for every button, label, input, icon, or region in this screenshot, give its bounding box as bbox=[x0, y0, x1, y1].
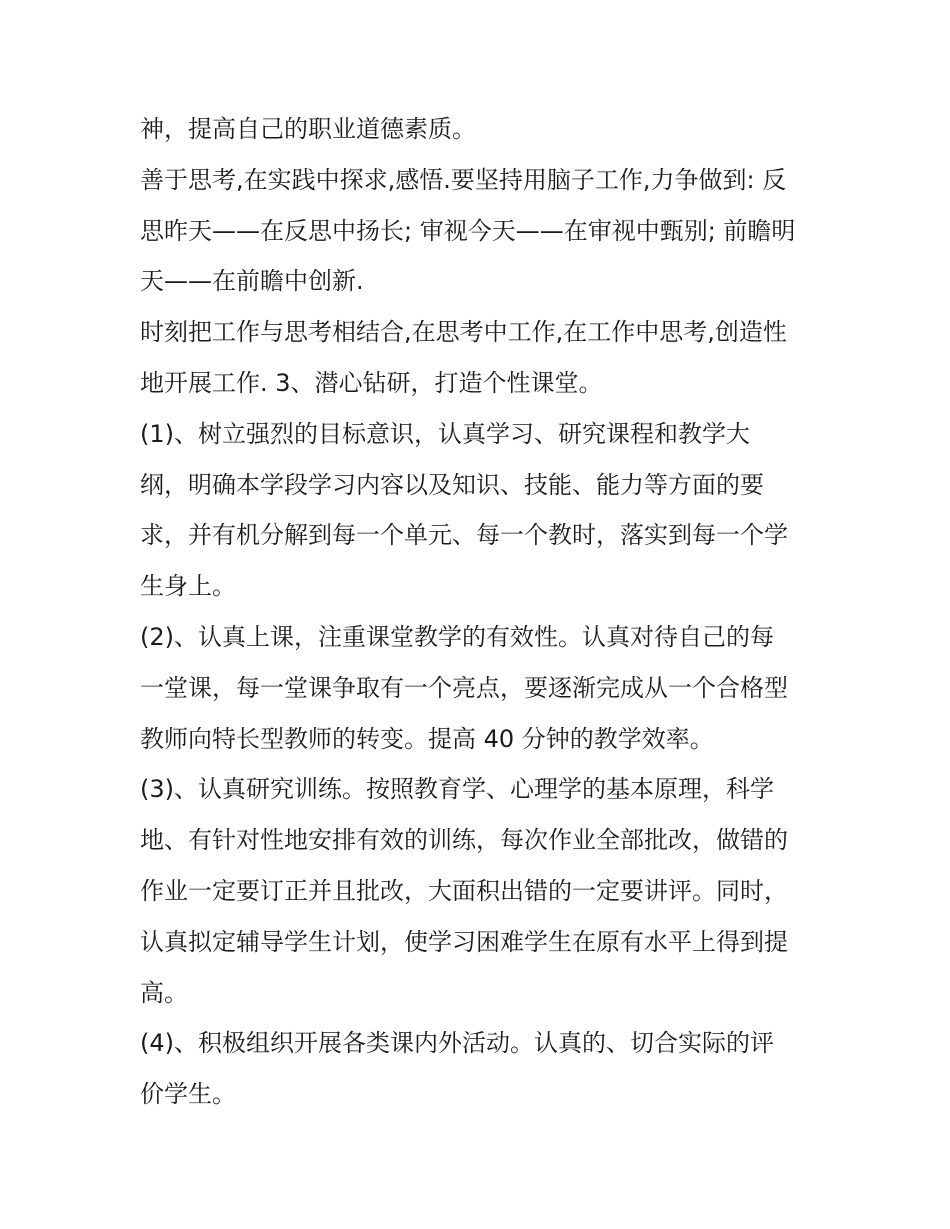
text-line: 教师向特长型教师的转变。提高 40 分钟的教学效率。 bbox=[140, 724, 714, 753]
text-line: 高。 bbox=[140, 978, 188, 1007]
text-line: 纲，明确本学段学习内容以及知识、技能、能力等方面的要 bbox=[140, 470, 764, 499]
body-text bbox=[140, 104, 820, 1120]
text-line: (4)、积极组织开展各类课内外活动。认真的、切合实际的评 bbox=[140, 1029, 774, 1058]
text-line: 一堂课，每一堂课争取有一个亮点，要逐渐完成从一个合格型 bbox=[140, 673, 788, 702]
text-line: 价学生。 bbox=[140, 1080, 236, 1109]
text-line: (1)、树立强烈的目标意识，认真学习、研究课程和教学大 bbox=[140, 419, 750, 448]
text-line: 思昨天——在反思中扬长; 审视今天——在审视中甄别; 前瞻明 bbox=[140, 216, 796, 245]
text-line: (3)、认真研究训练。按照教育学、心理学的基本原理，科学 bbox=[140, 775, 774, 804]
text-line: 善于思考,在实践中探求,感悟.要坚持用脑子工作,力争做到: 反 bbox=[140, 165, 787, 194]
text-line: 求，并有机分解到每一个单元、每一个教时，落实到每一个学 bbox=[140, 521, 788, 550]
text-line: 认真拟定辅导学生计划，使学习困难学生在原有水平上得到提 bbox=[140, 927, 788, 956]
text-line: 时刻把工作与思考相结合,在思考中工作,在工作中思考,创造性 bbox=[140, 318, 787, 347]
text-line: 神，提高自己的职业道德素质。 bbox=[140, 115, 476, 143]
text-line: 生身上。 bbox=[140, 572, 236, 601]
text-line: 天——在前瞻中创新. bbox=[140, 267, 364, 296]
text-line: 地、有针对性地安排有效的训练，每次作业全部批改，做错的 bbox=[140, 826, 788, 855]
text-line: 作业一定要订正并且批改，大面积出错的一定要讲评。同时， bbox=[140, 876, 788, 905]
text-line: 地开展工作. 3、潜心钻研，打造个性课堂。 bbox=[140, 368, 603, 397]
text-line: (2)、认真上课，注重课堂教学的有效性。认真对待自己的每 bbox=[140, 622, 774, 651]
